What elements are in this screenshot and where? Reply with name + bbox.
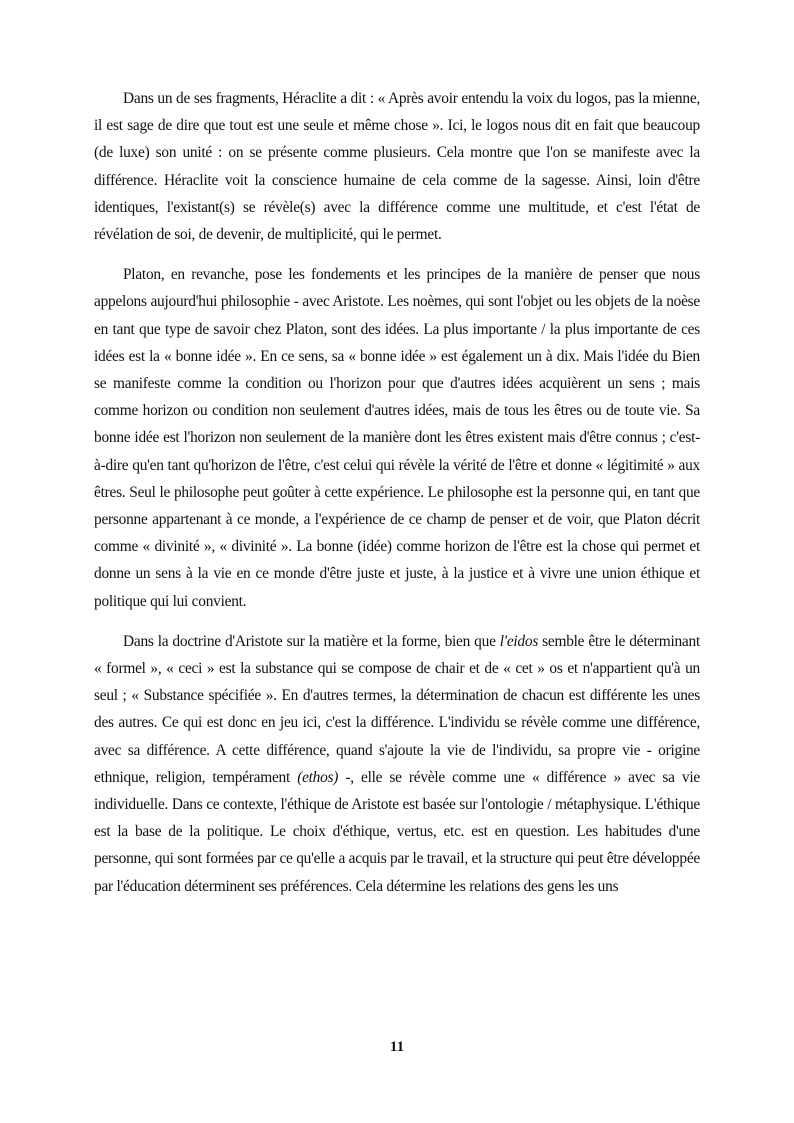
term-ethos: (ethos) [297,768,339,786]
paragraph-aristote-text-3: -, elle se révèle comme une « différence » avec sa vie individuelle. Dans ce contexte, l'éthique de Aristote est basée sur l'ontologie / métaphysique. L'éthique est la base de la politique. Le choix d'éthique, vertus, etc. est en question. Les habitudes d'une personne, qui sont formées par ce qu'elle a acquis par le travail, et la structure qui peut être développée par l'éducation déterminent ses préférences. Cela détermine les relations des gens les uns [94,768,700,895]
paragraph-aristote [94,628,700,900]
page-number: 11 [389,1039,405,1055]
term-eidos: l'eidos [499,632,539,650]
page-body [94,85,700,900]
paragraph-platon: Platon, en revanche, pose les fondements et les principes de la manière de penser que nous appelons aujourd'hui philosophie - avec Aristote. Les noèmes, qui sont l'objet ou les objets de la noèse en tant que type de savoir chez Platon, sont des idées. La plus importante / la plus importante de ces idées est la « bonne idée ». En ce sens, sa « bonne idée » est également un à dix. Mais l'idée du Bien se manifeste comme la condition ou l'horizon pour que d'autres idées acquièrent un sens ; mais comme horizon ou condition non seulement d'autres idées, mais de tous les êtres ou de toute vie. Sa bonne idée est l'horizon non seulement de la manière dont les êtres existent mais d'être connus ; c'est-à-dire qu'en tant qu'horizon de l'être, c'est celui qui révèle la vérité de l'être et donne « légitimité » aux êtres. Seul le philosophe peut goûter à cette expérience. Le philosophe est la personne qui, en tant que personne appartenant à ce monde, a l'expérience de ce champ de penser et de voir, que Platon décrit comme « divinité », « divinité ». La bonne (idée) comme horizon de l'être est la chose qui permet et donne un sens à la vie en ce monde d'être juste et juste, à la justice et à vivre une union éthique et politique qui lui convient. [94,266,700,610]
paragraph-aristote-text-2: semble être le déterminant « formel », « ceci » est la substance qui se compose de chair et de « cet » os et n'appartient qu'à un seul ; « Substance spécifiée ». En d'autres termes, la détermination de chacun est différente les unes des autres. Ce qui est donc en jeu ici, c'est la différence. L'individu se révèle comme une différence, avec sa différence. A cette différence, quand s'ajoute la vie de l'individu, sa propre vie - origine ethnique, religion, tempérament [94,632,700,786]
paragraph-aristote-text-1: Dans la doctrine d'Aristote sur la matière et la forme, bien que [123,632,500,650]
paragraph-heraclite: Dans un de ses fragments, Héraclite a dit : « Après avoir entendu la voix du logos, pas la mienne, il est sage de dire que tout est une seule et même chose ». Ici, le logos nous dit en fait que beaucoup (de luxe) son unité : on se présente comme plusieurs. Cela montre que l'on se manifeste avec la différence. Héraclite voit la conscience humaine de cela comme de la sagesse. Ainsi, loin d'être identiques, l'existant(s) se révèle(s) avec la différence comme une multitude, et c'est l'état de révélation de soi, de devenir, de multiplicité, qui le permet. [94,90,700,244]
